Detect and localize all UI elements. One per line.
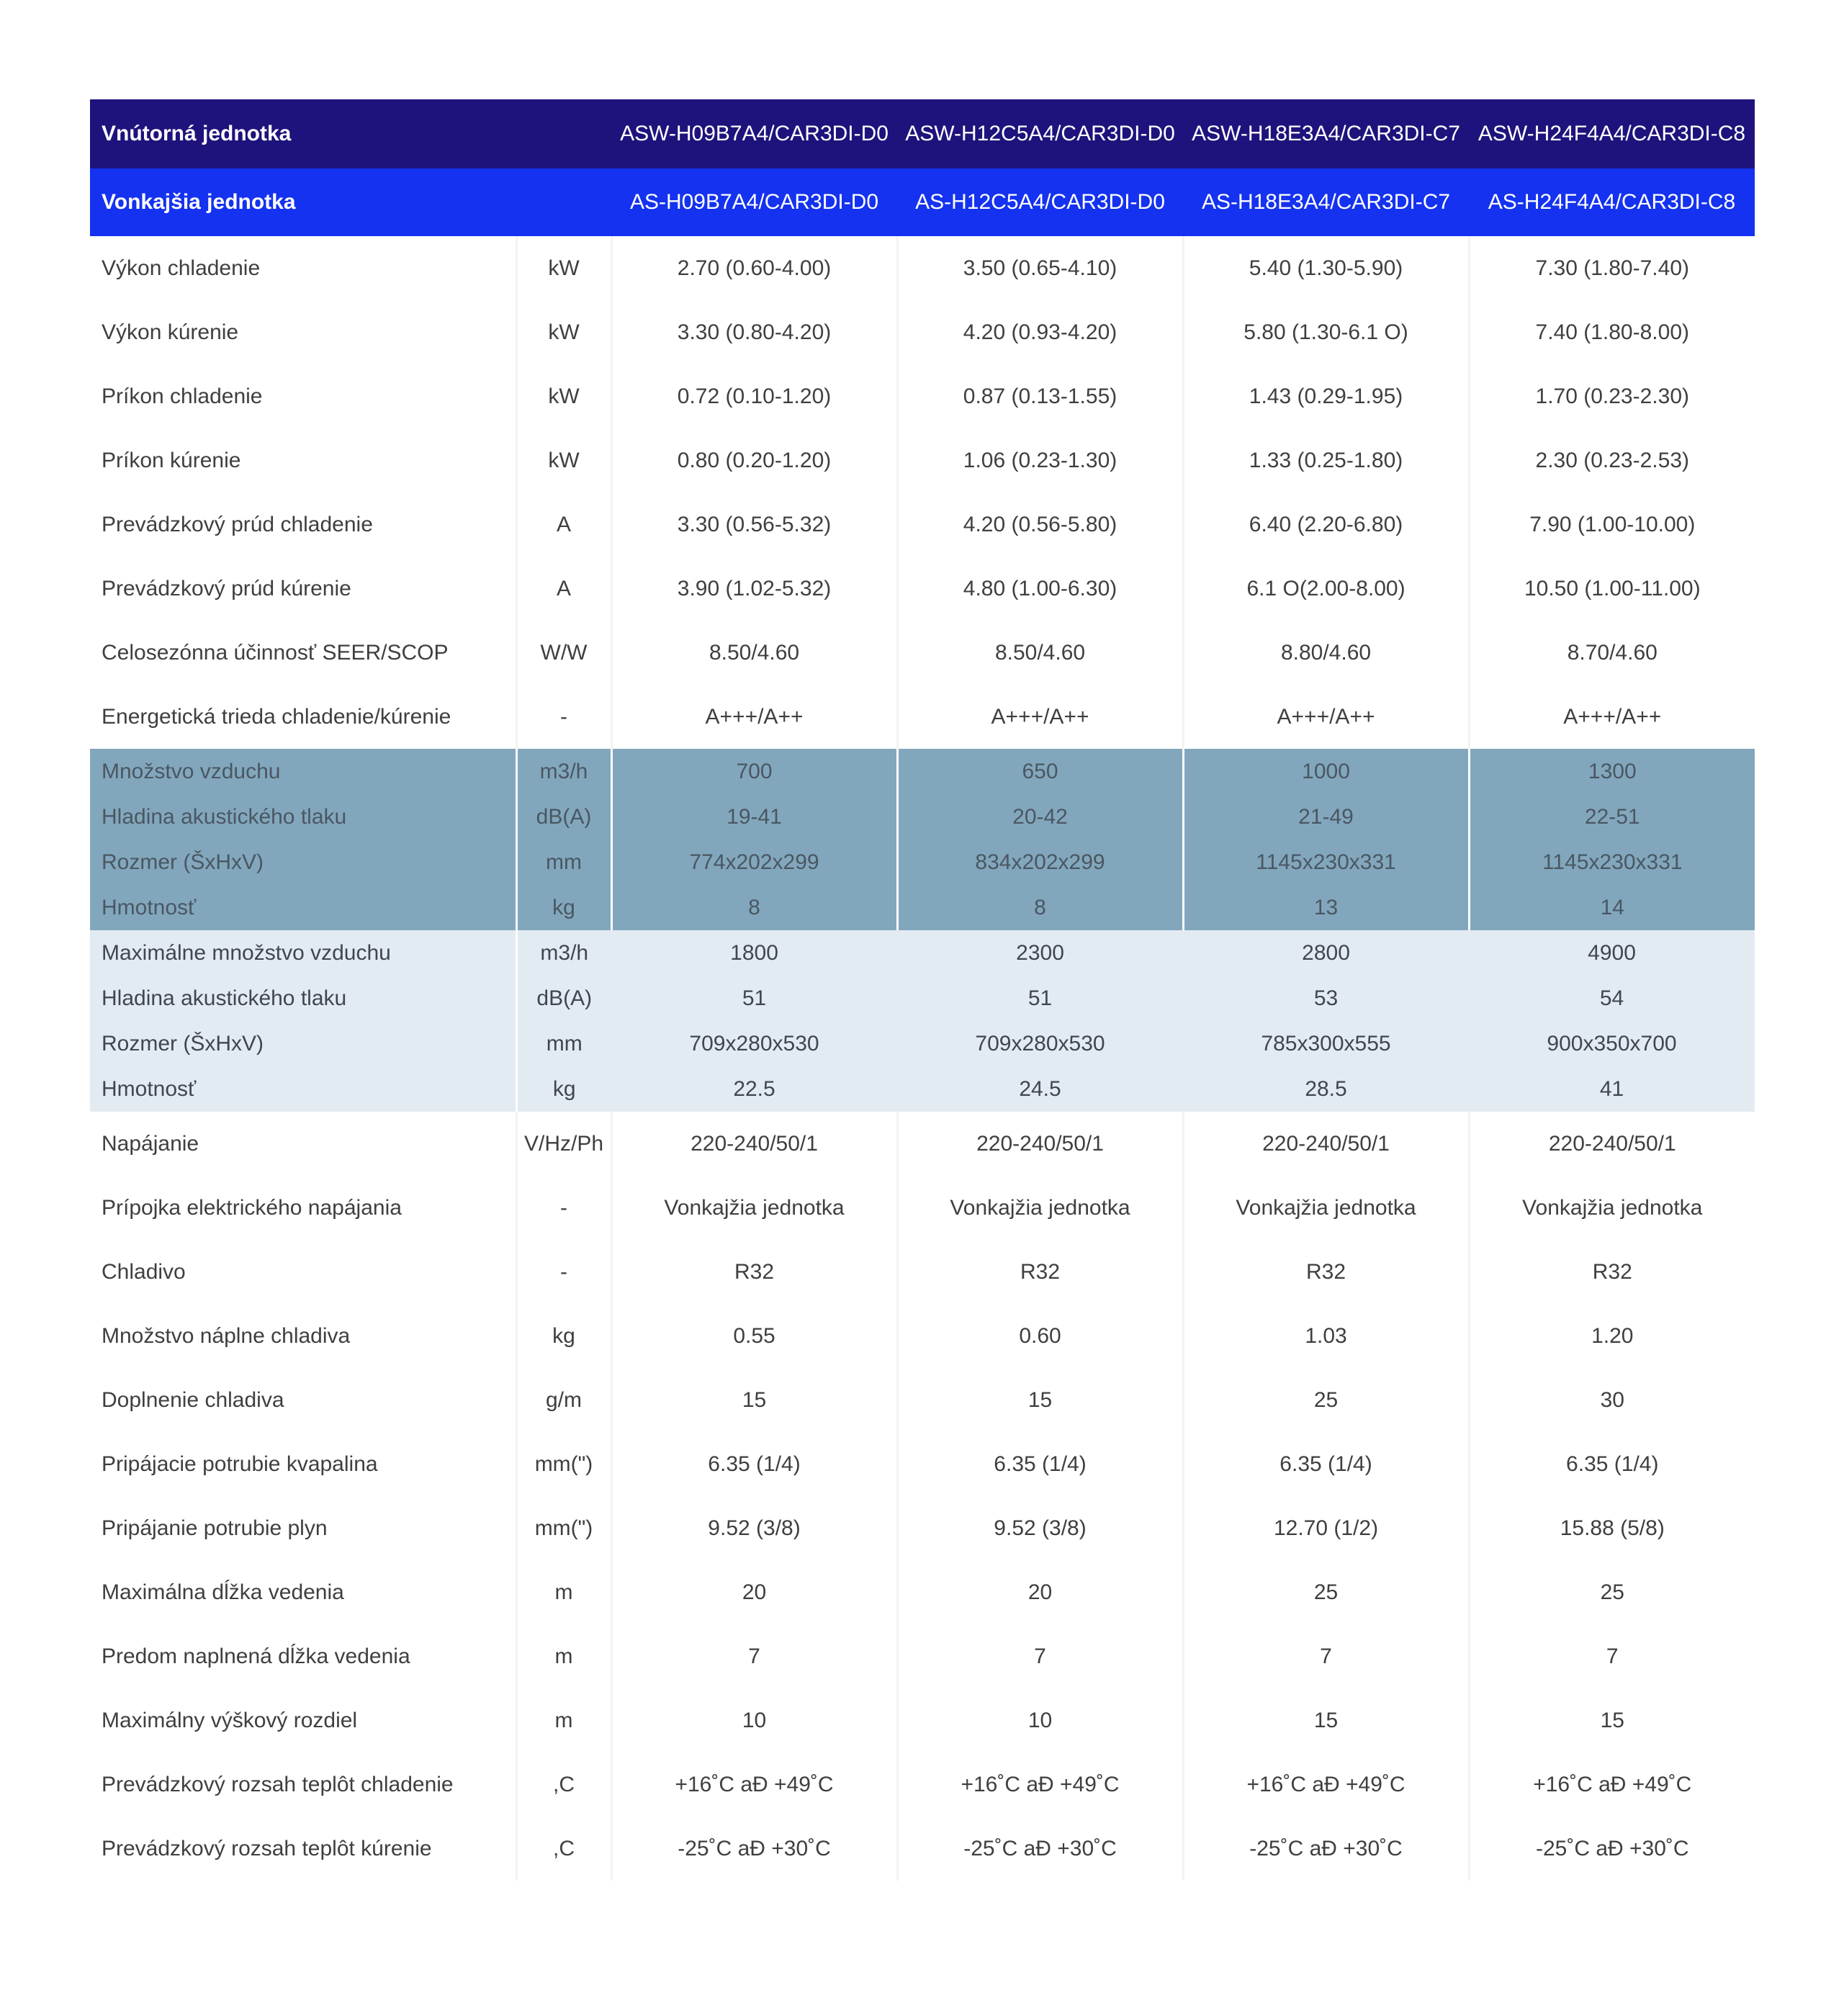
spec-value-model-1: 0.80 (0.20-1.20) [611, 428, 897, 492]
spec-unit: A [516, 492, 611, 557]
performance-row [90, 428, 1755, 492]
general-row [90, 1817, 1755, 1881]
spec-unit: dB(A) [516, 794, 611, 840]
spec-value-model-1: A+++/A++ [611, 685, 897, 749]
spec-value-model-4: 54 [1599, 986, 1624, 1010]
spec-value-model-2: 7 [897, 1624, 1183, 1688]
spec-unit: - [516, 685, 611, 749]
spec-value-model-4: 41 [1599, 1076, 1624, 1101]
general-row [90, 1176, 1755, 1240]
spec-value-model-2: 3.50 (0.65-4.10) [897, 236, 1183, 300]
spec-value-model-1: 19-41 [611, 794, 897, 840]
spec-value-model-4: 7.40 (1.80-8.00) [1469, 300, 1755, 364]
spec-unit: mm [516, 840, 611, 885]
spec-value-model-3: R32 [1183, 1240, 1469, 1304]
indoor-spec-row [90, 885, 1755, 930]
spec-label: Prevádzkový prúd chladenie [102, 512, 373, 536]
spec-value-model-2: 51 [1027, 986, 1053, 1010]
spec-value-model-3: 28.5 [1305, 1076, 1347, 1101]
general-row [90, 1624, 1755, 1688]
general-row [90, 1432, 1755, 1496]
spec-value-model-2: 8 [897, 885, 1183, 930]
spec-value-model-1: 9.52 (3/8) [611, 1496, 897, 1560]
spec-value-model-1: 10 [611, 1688, 897, 1752]
spec-value-model-2: 834x202x299 [897, 840, 1183, 885]
spec-value-model-1: 22.5 [733, 1076, 775, 1101]
spec-value-model-1: -25˚C aĐ +30˚C [611, 1817, 897, 1881]
spec-value-model-2: 1.06 (0.23-1.30) [897, 428, 1183, 492]
spec-label: Príkon chladenie [102, 384, 263, 408]
spec-value-model-1: +16˚C aĐ +49˚C [611, 1752, 897, 1817]
spec-value-model-3: 6.1 O(2.00-8.00) [1183, 557, 1469, 621]
spec-value-model-4: 2.30 (0.23-2.53) [1469, 428, 1755, 492]
spec-label: Maximálna dĺžka vedenia [102, 1580, 344, 1604]
spec-value-model-3: A+++/A++ [1183, 685, 1469, 749]
spec-value-model-1: 220-240/50/1 [611, 1112, 897, 1176]
spec-value-model-3: 8.80/4.60 [1183, 621, 1469, 685]
spec-value-model-1: 3.30 (0.56-5.32) [611, 492, 897, 557]
spec-value-model-3: 5.80 (1.30-6.1 O) [1183, 300, 1469, 364]
spec-value-model-1: Vonkajžia jednotka [611, 1176, 897, 1240]
spec-value-model-4: 14 [1469, 885, 1755, 930]
spec-label: Rozmer (ŠxHxV) [102, 850, 264, 874]
spec-value-model-3: 220-240/50/1 [1183, 1112, 1469, 1176]
general-row [90, 1112, 1755, 1176]
performance-row [90, 557, 1755, 621]
performance-row [90, 236, 1755, 300]
performance-row [90, 300, 1755, 364]
outdoor-model-4: AS-H24F4A4/CAR3DI-C8 [1488, 190, 1736, 214]
spec-value-model-3: 7 [1183, 1624, 1469, 1688]
indoor-model-header-row [90, 99, 1755, 168]
spec-unit: kW [516, 300, 611, 364]
spec-value-model-2: -25˚C aĐ +30˚C [897, 1817, 1183, 1881]
spec-label: Chladivo [102, 1259, 186, 1284]
spec-value-model-1: 3.90 (1.02-5.32) [611, 557, 897, 621]
spec-value-model-3: 785x300x555 [1261, 1031, 1391, 1056]
spec-value-model-1: R32 [611, 1240, 897, 1304]
spec-unit: kg [516, 1066, 611, 1112]
spec-value-model-3: 1.33 (0.25-1.80) [1183, 428, 1469, 492]
spec-label: Energetická trieda chladenie/kúrenie [102, 704, 451, 729]
spec-unit: m [516, 1688, 611, 1752]
spec-label: Príkon kúrenie [102, 448, 241, 472]
spec-value-model-1: 6.35 (1/4) [611, 1432, 897, 1496]
spec-value-model-4: 1.20 [1469, 1304, 1755, 1368]
spec-value-model-1: 8 [611, 885, 897, 930]
spec-value-model-1: 20 [611, 1560, 897, 1624]
spec-value-model-4: -25˚C aĐ +30˚C [1469, 1817, 1755, 1881]
spec-value-model-3: 1.03 [1183, 1304, 1469, 1368]
spec-value-model-3: 1.43 (0.29-1.95) [1183, 364, 1469, 428]
spec-value-model-3: 6.35 (1/4) [1183, 1432, 1469, 1496]
spec-label: Množstvo náplne chladiva [102, 1323, 351, 1348]
spec-unit: g/m [516, 1368, 611, 1432]
spec-value-model-3: -25˚C aĐ +30˚C [1183, 1817, 1469, 1881]
spec-label: Hmotnosť [102, 895, 197, 919]
indoor-model-3: ASW-H18E3A4/CAR3DI-C7 [1192, 122, 1460, 145]
spec-value-model-3: 2800 [1302, 940, 1350, 965]
spec-unit: m [516, 1624, 611, 1688]
spec-value-model-3: 12.70 (1/2) [1183, 1496, 1469, 1560]
spec-value-model-4: 900x350x700 [1547, 1031, 1677, 1056]
spec-value-model-2: 2300 [1016, 940, 1064, 965]
spec-value-model-4: 30 [1469, 1368, 1755, 1432]
spec-value-model-4: 4900 [1588, 940, 1636, 965]
spec-unit: - [516, 1176, 611, 1240]
spec-value-model-2: 650 [897, 749, 1183, 794]
spec-value-model-4: A+++/A++ [1469, 685, 1755, 749]
spec-value-model-2: 8.50/4.60 [897, 621, 1183, 685]
performance-row [90, 492, 1755, 557]
spec-value-model-4: 15.88 (5/8) [1469, 1496, 1755, 1560]
outdoor-spec-row [90, 1066, 1755, 1112]
spec-unit: m3/h [516, 749, 611, 794]
spec-value-model-4: 7 [1469, 1624, 1755, 1688]
spec-value-model-2: 0.87 (0.13-1.55) [897, 364, 1183, 428]
spec-value-model-2: 4.80 (1.00-6.30) [897, 557, 1183, 621]
indoor-model-4: ASW-H24F4A4/CAR3DI-C8 [1478, 122, 1746, 145]
spec-value-model-2: 4.20 (0.93-4.20) [897, 300, 1183, 364]
spec-label: Hladina akustického tlaku [102, 986, 347, 1010]
spec-value-model-2: 0.60 [897, 1304, 1183, 1368]
spec-value-model-2: 709x280x530 [975, 1031, 1105, 1056]
spec-unit: mm(") [516, 1496, 611, 1560]
spec-unit: mm(") [516, 1432, 611, 1496]
spec-value-model-4: 15 [1469, 1688, 1755, 1752]
spec-unit: kW [516, 364, 611, 428]
spec-value-model-1: 774x202x299 [611, 840, 897, 885]
spec-unit: mm [516, 1021, 611, 1066]
spec-value-model-3: 53 [1313, 986, 1339, 1010]
spec-value-model-4: 25 [1469, 1560, 1755, 1624]
spec-value-model-1: 8.50/4.60 [611, 621, 897, 685]
spec-label: Pripájacie potrubie kvapalina [102, 1452, 378, 1476]
indoor-model-1: ASW-H09B7A4/CAR3DI-D0 [620, 122, 889, 145]
spec-label: Výkon chladenie [102, 256, 261, 280]
spec-unit: m [516, 1560, 611, 1624]
spec-value-model-1: 700 [611, 749, 897, 794]
general-row [90, 1688, 1755, 1752]
spec-value-model-3: 5.40 (1.30-5.90) [1183, 236, 1469, 300]
spec-label: Celosezónna účinnosť SEER/SCOP [102, 640, 449, 665]
spec-label: Prevádzkový rozsah teplôt kúrenie [102, 1836, 432, 1860]
spec-value-model-1: 2.70 (0.60-4.00) [611, 236, 897, 300]
spec-label: Množstvo vzduchu [102, 759, 281, 783]
spec-unit: m3/h [516, 930, 611, 976]
spec-value-model-4: R32 [1469, 1240, 1755, 1304]
spec-unit: V/Hz/Ph [516, 1112, 611, 1176]
spec-value-model-1: 0.55 [611, 1304, 897, 1368]
spec-value-model-2: 24.5 [1019, 1076, 1061, 1101]
indoor-spec-row [90, 749, 1755, 794]
spec-label: Pripájanie potrubie plyn [102, 1516, 328, 1540]
spec-value-model-3: 15 [1183, 1688, 1469, 1752]
indoor-unit-label: Vnútorná jednotka [102, 122, 292, 145]
performance-row [90, 621, 1755, 685]
spec-value-model-2: 20-42 [897, 794, 1183, 840]
performance-row [90, 364, 1755, 428]
spec-value-model-3: 25 [1183, 1560, 1469, 1624]
spec-unit: W/W [516, 621, 611, 685]
spec-unit: A [516, 557, 611, 621]
spec-value-model-2: 220-240/50/1 [897, 1112, 1183, 1176]
spec-label: Prípojka elektrického napájania [102, 1195, 402, 1220]
spec-unit: - [516, 1240, 611, 1304]
spec-value-model-2: 9.52 (3/8) [897, 1496, 1183, 1560]
spec-value-model-2: R32 [897, 1240, 1183, 1304]
spec-label: Maximálny výškový rozdiel [102, 1708, 358, 1732]
outdoor-model-header-row [90, 168, 1755, 236]
outdoor-model-2: AS-H12C5A4/CAR3DI-D0 [915, 190, 1165, 214]
spec-value-model-3: 1000 [1183, 749, 1469, 794]
spec-value-model-2: 20 [897, 1560, 1183, 1624]
spec-value-model-1: 0.72 (0.10-1.20) [611, 364, 897, 428]
spec-unit: dB(A) [516, 976, 611, 1021]
spec-value-model-4: +16˚C aĐ +49˚C [1469, 1752, 1755, 1817]
spec-value-model-2: 4.20 (0.56-5.80) [897, 492, 1183, 557]
spec-unit: kg [516, 885, 611, 930]
indoor-spec-row [90, 840, 1755, 885]
spec-value-model-2: A+++/A++ [897, 685, 1183, 749]
general-row [90, 1752, 1755, 1817]
spec-value-model-3: +16˚C aĐ +49˚C [1183, 1752, 1469, 1817]
general-row [90, 1240, 1755, 1304]
spec-value-model-4: 1145x230x331 [1469, 840, 1755, 885]
spec-label: Výkon kúrenie [102, 320, 239, 344]
spec-unit: kg [516, 1304, 611, 1368]
spec-label: Hmotnosť [102, 1076, 197, 1101]
spec-label: Napájanie [102, 1131, 199, 1156]
spec-value-model-1: 51 [742, 986, 767, 1010]
general-row [90, 1304, 1755, 1368]
outdoor-unit-label: Vonkajšia jednotka [102, 190, 296, 214]
spec-value-model-3: 13 [1183, 885, 1469, 930]
spec-value-model-4: 8.70/4.60 [1469, 621, 1755, 685]
spec-value-model-4: 1300 [1469, 749, 1755, 794]
spec-label: Hladina akustického tlaku [102, 804, 347, 829]
spec-label: Rozmer (ŠxHxV) [102, 1031, 264, 1056]
spec-unit: kW [516, 236, 611, 300]
spec-value-model-4: 7.90 (1.00-10.00) [1469, 492, 1755, 557]
spec-value-model-3: 25 [1183, 1368, 1469, 1432]
spec-value-model-4: 220-240/50/1 [1469, 1112, 1755, 1176]
spec-unit: ,C [516, 1752, 611, 1817]
outdoor-model-1: AS-H09B7A4/CAR3DI-D0 [629, 190, 879, 214]
general-row [90, 1496, 1755, 1560]
spec-value-model-1: 3.30 (0.80-4.20) [611, 300, 897, 364]
spec-value-model-3: 21-49 [1183, 794, 1469, 840]
spec-value-model-2: 10 [897, 1688, 1183, 1752]
spec-table [90, 99, 1755, 1881]
spec-value-model-4: 1.70 (0.23-2.30) [1469, 364, 1755, 428]
spec-value-model-4: 10.50 (1.00-11.00) [1469, 557, 1755, 621]
spec-value-model-4: 7.30 (1.80-7.40) [1469, 236, 1755, 300]
spec-value-model-3: 1145x230x331 [1183, 840, 1469, 885]
spec-value-model-3: 6.40 (2.20-6.80) [1183, 492, 1469, 557]
spec-unit: kW [516, 428, 611, 492]
spec-value-model-4: 6.35 (1/4) [1469, 1432, 1755, 1496]
performance-row [90, 685, 1755, 749]
indoor-spec-row [90, 794, 1755, 840]
spec-value-model-2: 6.35 (1/4) [897, 1432, 1183, 1496]
spec-value-model-1: 7 [611, 1624, 897, 1688]
spec-value-model-2: +16˚C aĐ +49˚C [897, 1752, 1183, 1817]
spec-value-model-1: 15 [611, 1368, 897, 1432]
spec-label: Prevádzkový rozsah teplôt chladenie [102, 1772, 454, 1796]
spec-value-model-2: Vonkajžia jednotka [897, 1176, 1183, 1240]
spec-label: Maximálne množstvo vzduchu [102, 940, 391, 965]
spec-value-model-1: 1800 [730, 940, 778, 965]
spec-value-model-3: Vonkajžia jednotka [1183, 1176, 1469, 1240]
spec-value-model-2: 15 [897, 1368, 1183, 1432]
outdoor-spec-row [90, 976, 1755, 1021]
spec-value-model-4: 22-51 [1469, 794, 1755, 840]
spec-label: Predom naplnená dĺžka vedenia [102, 1644, 410, 1668]
spec-value-model-4: Vonkajžia jednotka [1469, 1176, 1755, 1240]
spec-value-model-1: 709x280x530 [689, 1031, 819, 1056]
outdoor-model-3: AS-H18E3A4/CAR3DI-C7 [1201, 190, 1451, 214]
spec-unit: ,C [516, 1817, 611, 1881]
indoor-model-2: ASW-H12C5A4/CAR3DI-D0 [905, 122, 1175, 145]
outdoor-spec-row [90, 1021, 1755, 1066]
general-row [90, 1560, 1755, 1624]
spec-label: Doplnenie chladiva [102, 1387, 284, 1412]
spec-label: Prevádzkový prúd kúrenie [102, 576, 351, 600]
outdoor-spec-row [90, 930, 1755, 976]
general-row [90, 1368, 1755, 1432]
